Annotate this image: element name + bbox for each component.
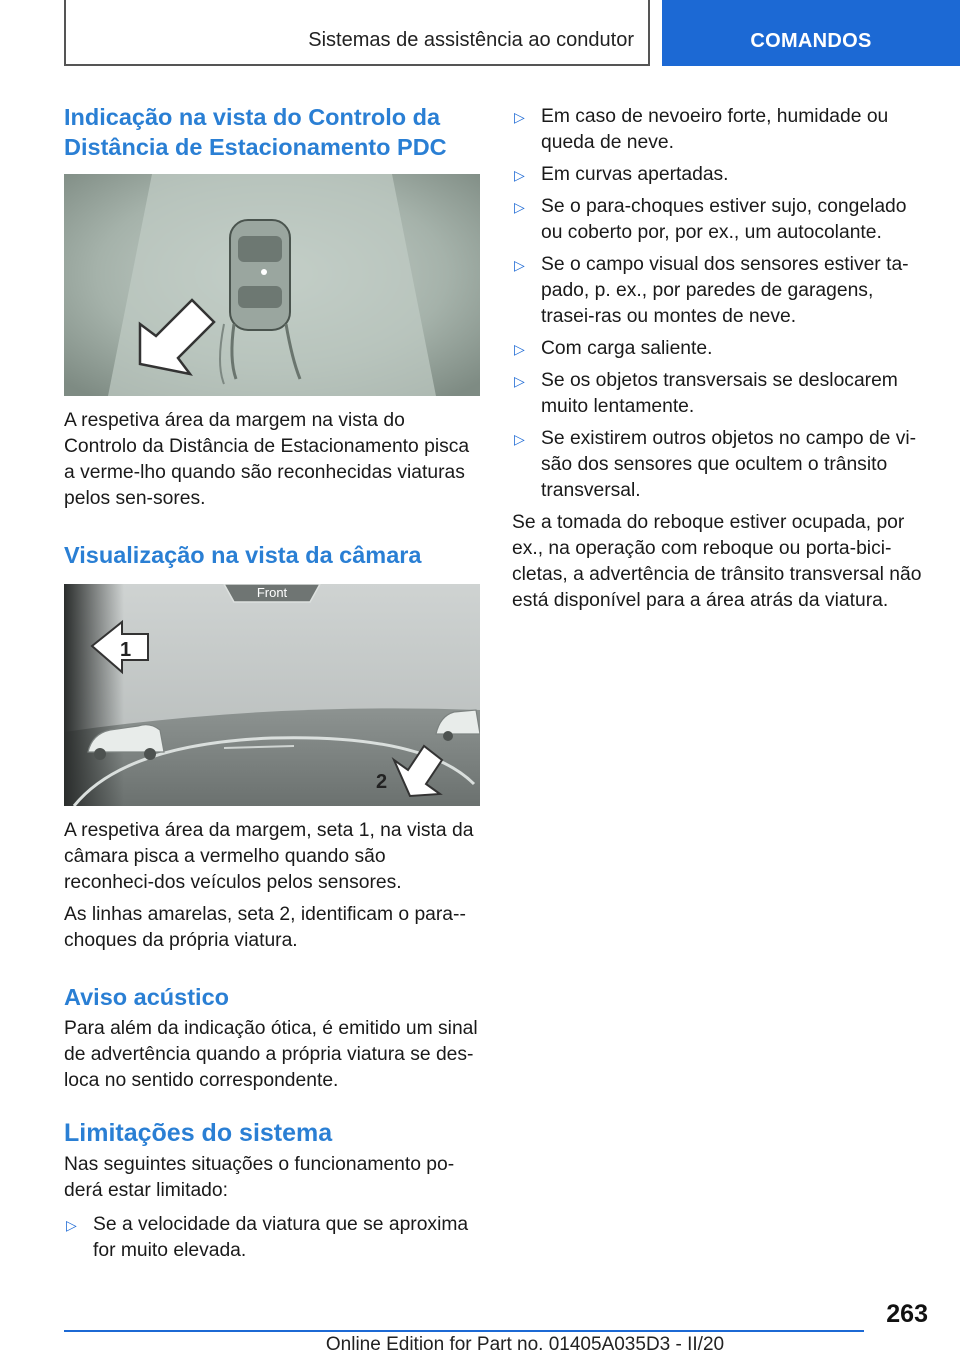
car-top-icon (230, 220, 290, 330)
triangle-bullet-icon: ▷ (514, 199, 525, 215)
triangle-bullet-icon: ▷ (514, 109, 525, 125)
right-column (512, 104, 928, 614)
footer-edition: Online Edition for Part no. 01405A035D3 - II/20 (325, 1334, 725, 1355)
paragraph-acoustic: Para além da indicação ótica, é emitido um sinal de advertência quando a própria viatura se des-loca no sentido correspondente. (64, 1018, 478, 1091)
pdc-illustration (64, 174, 480, 396)
figure-camera-view (64, 584, 480, 806)
heading-camera-view: Visualização na vista da câmara (64, 542, 422, 568)
paragraph-trailer-socket: Se a tomada do reboque estiver ocupada, por ex., na operação com reboque ou porta-bici-cletas, a advertência de trânsito transversal não está disponível para a área atrás da viatura. (512, 512, 922, 611)
paragraph-pdc-view: A respetiva área da margem na vista do Controlo da Distância de Estacionamento pisca a verme-lho quando são reconhecidas viaturas pelos sen-sores. (64, 410, 470, 509)
heading-pdc-view: Indicação na vista do Controlo da Distância de Estacionamento PDC (64, 104, 447, 160)
arrow-1-label: 1 (120, 639, 132, 661)
limits-list-right (512, 104, 928, 504)
list-item: ▷ Se existirem outros objetos no campo de vi-são dos sensores que ocultem o trânsito transversal. (514, 428, 917, 501)
paragraph-camera-1: A respetiva área da margem, seta 1, na vista da câmara pisca a vermelho quando são reconheci-dos veículos pelos sensores. (64, 820, 474, 893)
footer-divider (64, 1330, 864, 1332)
front-label-tab (224, 584, 320, 602)
page-number: 263 (886, 1300, 928, 1328)
list-item: ▷ Se a velocidade da viatura que se aproxima for muito elevada. (66, 1214, 469, 1261)
arrow-2-label: 2 (376, 771, 388, 793)
list-item: ▷ Se os objetos transversais se deslocarem muito lentamente. (514, 370, 898, 417)
heading-system-limits: Limitações do sistema (64, 1119, 333, 1147)
triangle-bullet-icon: ▷ (66, 1217, 77, 1233)
triangle-bullet-icon: ▷ (514, 341, 525, 357)
triangle-bullet-icon: ▷ (514, 167, 525, 183)
list-item: ▷ Se o para-choques estiver sujo, congelado ou coberto por, por ex., um autocolante. (514, 196, 907, 243)
heading-acoustic-warning: Aviso acústico (64, 984, 229, 1010)
paragraph-limits-intro: Nas seguintes situações o funcionamento po-derá estar limitado: (64, 1154, 455, 1201)
figure-pdc-view (64, 174, 480, 396)
header-chapter-title: Sistemas de assistência ao condutor (308, 29, 634, 51)
paragraph-camera-2: As linhas amarelas, seta 2, identificam o para--choques da própria viatura. (64, 904, 466, 951)
list-item: ▷ Com carga saliente. (512, 336, 928, 362)
camera-illustration (64, 584, 480, 806)
limits-list-left (64, 1212, 480, 1264)
header-section-title: COMANDOS (750, 30, 872, 52)
list-item: ▷ Em caso de nevoeiro forte, humidade ou queda de neve. (514, 106, 889, 153)
triangle-bullet-icon: ▷ (514, 431, 525, 447)
triangle-bullet-icon: ▷ (514, 373, 525, 389)
triangle-bullet-icon: ▷ (514, 257, 525, 273)
left-column (64, 102, 480, 1270)
list-item: ▷ Se o campo visual dos sensores estiver ta-pado, p. ex., por paredes de garagens, trasei-ras ou montes de neve. (514, 254, 909, 327)
front-label: Front (256, 585, 288, 600)
header-section-tab[interactable] (662, 0, 960, 66)
list-item: ▷ Em curvas apertadas. (512, 162, 928, 188)
header-chapter-tab (64, 0, 650, 66)
